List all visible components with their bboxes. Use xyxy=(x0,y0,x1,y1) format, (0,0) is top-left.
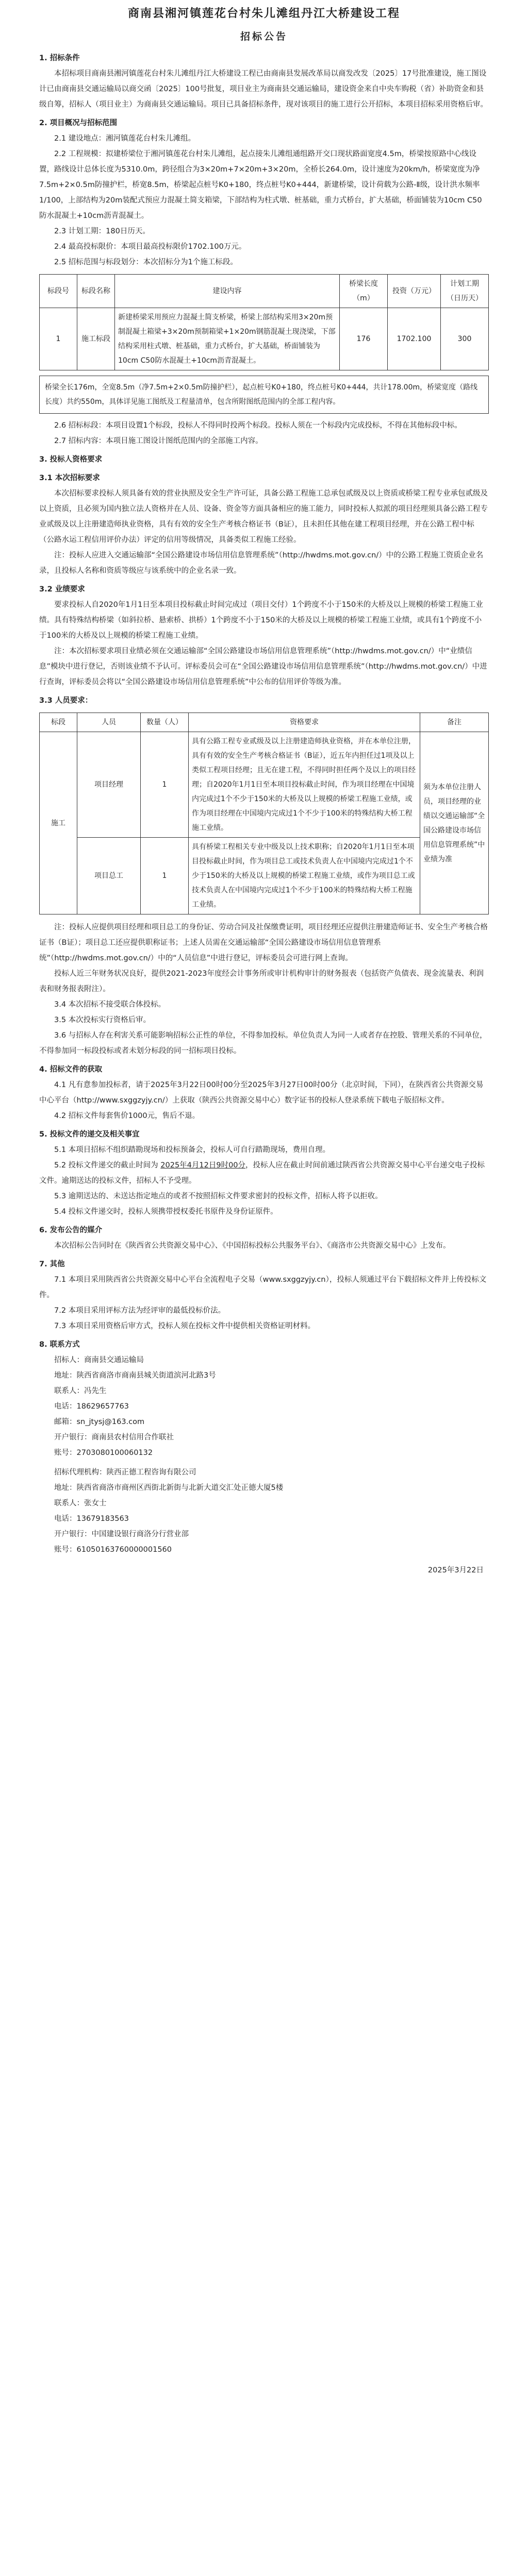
text-span: 5.2 投标文件递交的截止时间为 xyxy=(54,1161,161,1170)
paragraph: 3.4 本次招标不接受联合体投标。 xyxy=(54,1001,166,1009)
table-header: 投资（万元） xyxy=(388,275,441,308)
subsection-heading: 3.3 人员要求： xyxy=(39,697,93,705)
subsection-heading: 3.2 业绩要求 xyxy=(39,585,85,594)
section-heading: 3. 投标人资格要求 xyxy=(39,455,103,464)
section-heading: 2. 项目概况与招标范围 xyxy=(39,119,118,127)
deadline-date: 2025年4月12日9时00分 xyxy=(160,1161,246,1170)
table-header: 桥梁长度（m） xyxy=(340,275,388,308)
table-cell: 1702.100 xyxy=(388,308,441,370)
paragraph: 本次招标公告同时在《陕西省公共资源交易中心》、《中国招标投标公共服务平台》、《商洛市公共资源交易中心》上发布。 xyxy=(54,1242,451,1250)
table-cell: 项目总工 xyxy=(77,838,141,914)
paragraph: 5.1 本项目招标不组织踏勘现场和投标预备会，投标人可自行踏勘现场，费用自理。 xyxy=(54,1146,331,1154)
table-cell: 具有公路工程专业贰级及以上注册建造师执业资格，并在本单位注册，具有有效的安全生产考核合格证书（B证），近五年内担任过1项及以上类似工程项目经理；且无在建工程，不得同时担任两个及以上的项目经理；自2020年1月1日至本项目投标截止时间，作为项目经理在中国境内完成过1个不少于150米的大桥及以上规模的桥梁工程施工业绩，或作为项目经理在中国境内完成过1个不少于100米的特殊结构大桥工程施工业绩。 xyxy=(189,732,420,838)
section-heading: 8. 联系方式 xyxy=(39,1341,80,1349)
table-cell: 1 xyxy=(141,838,189,914)
announcement-date: 2025年3月22日 xyxy=(427,1566,484,1574)
paragraph: 2.7 招标内容：本项目施工图设计图纸范围内的全部施工内容。 xyxy=(54,437,263,445)
note: 注：投标人应进入交通运输部“全国公路建设市场信用信息管理系统”（http://hwdms.mot.gov.cn/）中的公路工程施工资质企业名录，且投标人名称和资质等级应与该系统中的企业名录一致。 xyxy=(39,551,484,575)
table-header: 备注 xyxy=(420,713,489,732)
section-heading: 7. 其他 xyxy=(39,1260,65,1268)
table-cell: 300 xyxy=(441,308,489,370)
subsection-heading: 3.1 本次招标要求 xyxy=(39,474,100,482)
table-header-row xyxy=(40,275,489,308)
table-header: 资格要求 xyxy=(189,713,420,732)
paragraph: 2.4 最高投标限价：本项目最高投标限价1702.100万元。 xyxy=(54,243,246,251)
paragraph: 本招标项目商南县湘河镇莲花台村朱儿滩组丹江大桥建设工程已由商南县发展改革局以商发改发〔2025〕17号批准建设，施工图设计已由商南县交通运输局以商交函〔2025〕100号批复，项目业主为商南县交通运输局，建设资金来自中央车购税（省）补助资金和县级自筹，招标人（项目业主）为商南县交通运输局。项目已具备招标条件，现对该项目的施工进行公开招标，本项目招标采用资格后审。 xyxy=(39,70,488,109)
paragraph: 投标人近三年财务状况良好，提供2021-2023年度经会计事务所或审计机构审计的财务报表（包括资产负债表、现金流量表、利润表和财务报表附注）。 xyxy=(39,970,484,993)
contact-line: 账号：61050163760000001560 xyxy=(54,1546,172,1554)
text-span: ，投标人应在截止时间前通过陕西省公共资源交易中心平台递交电子投标文件。逾期送达的投标文件，招标人不予受理。 xyxy=(39,1161,485,1185)
table-cell: 1 xyxy=(141,732,189,838)
table-header: 人员 xyxy=(77,713,141,732)
paragraph: 要求投标人自2020年1月1日至本项目投标截止时间完成过（项目交付）1个跨度不小于150米的大桥及以上规模的桥梁工程施工业绩。具有特殊结构桥梁（如斜拉桥、悬索桥、拱桥）1个跨度不小于150米的大桥及以上规模的桥梁工程施工业绩，或具有1个跨度不小于100米的大桥及以上规模的桥梁工程施工业绩。 xyxy=(39,601,483,640)
table-header: 标段名称 xyxy=(77,275,115,308)
section-table xyxy=(39,274,489,370)
table-cell: 新建桥梁采用预应力混凝土简支桥梁，桥梁上部结构采用3×20m预制混凝土箱梁+3×20m预制箱梁+1×20m钢筋混凝土现浇梁，下部结构采用柱式墩、桩基础，重力式桥台，扩大基础，桥面铺装为10cm C50防水混凝土+10cm沥青混凝土。 xyxy=(115,308,340,370)
table-cell: 施工标段 xyxy=(77,308,115,370)
note: 注：本次招标要求项目业绩必须在交通运输部“全国公路建设市场信用信息管理系统”（http://hwdms.mot.gov.cn/）中“业绩信息”模块中进行登记，否则该业绩不予认可。评标委员会可在“全国公路建设市场信用信息管理系统”（http://hwdms.mot.gov.cn/）中进行查询，评标委员会将以“全国公路建设市场信用信息管理系统”中公布的信用评价等级为准。 xyxy=(39,647,487,686)
paragraph: 5.4 投标文件递交时，投标人须携带授权委托书原件及身份证原件。 xyxy=(54,1208,278,1216)
contact-line: 地址：陕西省商洛市商南县城关街道滨河北路3号 xyxy=(54,1371,216,1380)
paragraph: 2.2 工程规模：拟建桥梁位于湘河镇莲花台村朱儿滩组，起点接朱儿滩组通组路开交口现状路面宽度4.5m，桥梁按原路中心线设置，路线设计总体长度为5310.0m，跨径组合为3×20m+7×20m+3×20m，全桥长264.0m，设计速度为20km/h，桥梁宽度为净7.5m+2×0.5m防撞护栏，桥宽8.5m，桥梁起点桩号K0+180，终点桩号K0+444，新建桥梁，设计荷载为公路-Ⅱ级，设计洪水频率1/100，上部结构为20m装配式预应力混凝土简支箱梁，下部结构为柱式墩、桩基础，重力式桥台，扩大基础，桥面铺装为10cm C50防水混凝土+10cm沥青混凝土。 xyxy=(39,150,482,220)
paragraph: 本次招标要求投标人须具备有效的营业执照及安全生产许可证，具备公路工程施工总承包贰级及以上资质或桥梁工程专业承包贰级及以上资质，且必须为国内独立法人资格并在人员、设备、资金等方面具备相应的施工能力，同时投标人拟派的项目经理须具备公路工程专业贰级及以上注册建造师执业资格，具有有效的安全生产考核合格证书（B证），且未担任其他在建工程项目经理，并在公路工程中标（公路水运工程信用评价办法）评定的信用等级情况，具备类似工程施工经验。 xyxy=(39,489,488,544)
paragraph: 3.6 与招标人存在利害关系可能影响招标公正性的单位，不得参加投标。单位负责人为同一人或者存在控股、管理关系的不同单位，不得参加同一标段投标或者未划分标段的同一招标项目投标。 xyxy=(39,1031,487,1055)
table-continuation-box: 桥梁全长176m，全宽8.5m（净7.5m+2×0.5m防撞护栏），起点桩号K0+180，终点桩号K0+444，共计178.00m，桥梁宽度（路线长度）共约550m，具体详见施工图纸及工程量清单，包含所附图纸范围内的全部工程内容。 xyxy=(39,376,489,414)
paragraph: 2.1 建设地点：湘河镇莲花台村朱儿滩组。 xyxy=(54,134,196,143)
contact-line: 招标人：商南县交通运输局 xyxy=(54,1356,144,1364)
table-cell: 项目经理 xyxy=(77,732,141,838)
table-header-row xyxy=(40,713,489,732)
table-header: 建设内容 xyxy=(115,275,340,308)
spacer xyxy=(39,1461,489,1465)
paragraph: 7.2 本项目采用评标方法为经评审的最低投标价法。 xyxy=(54,1307,226,1315)
contact-line: 招标代理机构：陕西正德工程咨询有限公司 xyxy=(54,1468,196,1477)
table-header: 标段号 xyxy=(40,275,77,308)
contact-line: 开户银行：商南县农村信用合作联社 xyxy=(54,1433,174,1442)
contact-line: 电话：13679183563 xyxy=(54,1515,129,1523)
table-header: 标段 xyxy=(40,713,77,732)
paragraph: 5.3 逾期送达的、未送达指定地点的或者不按照招标文件要求密封的投标文件，招标人将予以拒收。 xyxy=(54,1192,383,1200)
page-title: 商南县湘河镇莲花台村朱儿滩组丹江大桥建设工程 xyxy=(127,7,400,20)
section-heading: 4. 招标文件的获取 xyxy=(39,1065,103,1074)
paragraph: 7.3 本项目采用资格后审方式，投标人须在投标文件中提供相关资格证明材料。 xyxy=(54,1322,316,1330)
table-cell: 1 xyxy=(40,308,77,370)
table-cell: 具有桥梁工程相关专业中级及以上技术职称；自2020年1月1日至本项目投标截止时间，作为项目总工或技术负责人在中国境内完成过1个不少于150米的大桥及以上规模的桥梁工程施工业绩，或作为项目总工或技术负责人在中国境内完成过1个不少于100米的特殊结构大桥工程施工业绩。 xyxy=(189,838,420,914)
contact-line: 邮箱：sn_jtysj@163.com xyxy=(54,1418,145,1426)
paragraph: 4.2 招标文件每套售价1000元，售后不退。 xyxy=(54,1112,200,1120)
section-heading: 6. 发布公告的媒介 xyxy=(39,1226,103,1234)
section-heading: 5. 投标文件的递交及相关事宜 xyxy=(39,1130,140,1139)
contact-line: 账号：2703080100060132 xyxy=(54,1449,153,1457)
contact-line: 地址：陕西省商洛市商州区西街北新街与北新大道交汇处正德大厦5楼 xyxy=(54,1484,284,1492)
staff-table xyxy=(39,713,489,914)
note: 注：投标人应提供项目经理和项目总工的身份证、劳动合同及社保缴费证明，项目经理还应提供注册建造师证书、安全生产考核合格证书（B证）；项目总工还应提供职称证书；上述人员需在交通运输部“全国公路建设市场信用信息管理系统”（http://hwdms.mot.gov.cn/）中的“人员信息”中进行登记，评标委员会可进行网上查询。 xyxy=(39,923,488,962)
table-header: 计划工期（日历天） xyxy=(441,275,489,308)
paragraph xyxy=(39,1158,489,1189)
paragraph: 3.5 本次投标实行资格后审。 xyxy=(54,1016,151,1024)
paragraph: 4.1 凡有意参加投标者，请于2025年3月22日00时00分至2025年3月27日00时00分（北京时间，下同），在陕西省公共资源交易中心平台（http://www.sxggzyjy.cn/）上获取（陕西公共资源交易中心）数字证书的投标人登录系统下载电子版招标文件。 xyxy=(39,1081,484,1105)
table-cell: 施工 xyxy=(40,732,77,914)
paragraph: 2.5 招标范围与标段划分：本次招标分为1个施工标段。 xyxy=(54,258,238,266)
table-header: 数量（人） xyxy=(141,713,189,732)
contact-line: 联系人：冯先生 xyxy=(54,1387,107,1395)
paragraph: 2.3 计划工期：180日历天。 xyxy=(54,227,150,235)
table-row xyxy=(40,308,489,370)
contact-line: 电话：18629657763 xyxy=(54,1402,129,1411)
page-subtitle: 招标公告 xyxy=(240,31,288,42)
paragraph: 2.6 招标标段：本项目设置1个标段，投标人不得同时投两个标段。投标人须在一个标段内完成投标，不得在其他标段中标。 xyxy=(54,421,462,430)
table-cell: 176 xyxy=(340,308,388,370)
contact-line: 开户银行：中国建设银行商洛分行营业部 xyxy=(54,1530,189,1538)
table-cell: 须为本单位注册人员，项目经理的业绩以交通运输部“全国公路建设市场信用信息管理系统”中业绩为准 xyxy=(420,732,489,914)
section-heading: 1. 招标条件 xyxy=(39,54,80,62)
table-row xyxy=(40,732,489,838)
contact-line: 联系人：张女士 xyxy=(54,1499,107,1507)
paragraph: 7.1 本项目采用陕西省公共资源交易中心平台全流程电子交易（www.sxggzyjy.cn），投标人须通过平台下载招标文件并上传投标文件。 xyxy=(39,1276,487,1299)
